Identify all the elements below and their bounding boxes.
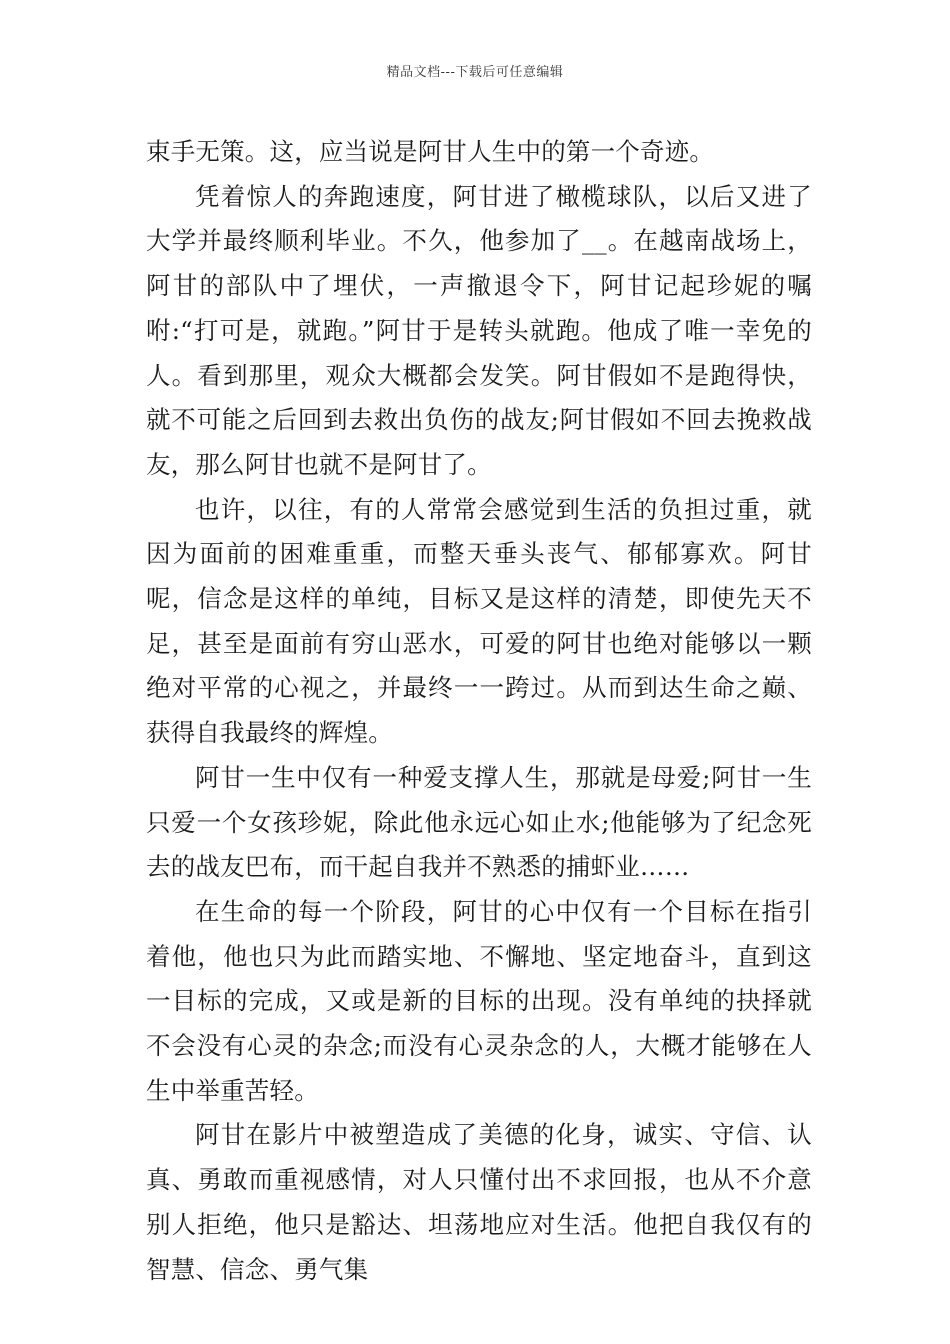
paragraph-2: 凭着惊人的奔跑速度，阿甘进了橄榄球队，以后又进了大学并最终顺利毕业。不久，他参加了__。在越南战场上，阿甘的部队中了埋伏，一声撤退令下，阿甘记起珍妮的嘱咐:“打可是，就跑。”阿甘于是转头就跑。他成了唯一幸免的人。看到那里，观众大概都会发笑。阿甘假如不是跑得快，就不可能之后回到去救出负伤的战友;阿甘假如不回去挽救战友，那么阿甘也就不是阿甘了。	[146, 181, 812, 479]
document-body	[146, 130, 812, 1292]
paragraph-6: 阿甘在影片中被塑造成了美德的化身，诚实、守信、认真、勇敢而重视感情，对人只懂付出不求回报，也从不介意别人拒绝，他只是豁达、坦荡地应对生活。他把自我仅有的智慧、信念、勇气集	[146, 1120, 812, 1284]
page-header: 精品文档---下载后可任意编辑	[386, 65, 564, 80]
paragraph-4: 阿甘一生中仅有一种爱支撑人生，那就是母爱;阿甘一生只爱一个女孩珍妮，除此他永远心如止水;他能够为了纪念死去的战友巴布，而干起自我并不熟悉的捕虾业……	[146, 762, 812, 882]
paragraph-1: 束手无策。这，应当说是阿甘人生中的第一个奇迹。	[146, 137, 715, 166]
paragraph-5: 在生命的每一个阶段，阿甘的心中仅有一个目标在指引着他，他也只为此而踏实地、不懈地、坚定地奋斗，直到这一目标的完成，又或是新的目标的出现。没有单纯的抉择就不会没有心灵的杂念;而没有心灵杂念的人，大概才能够在人生中举重苦轻。	[146, 896, 812, 1105]
paragraph-3: 也许，以往，有的人常常会感觉到生活的负担过重，就因为面前的困难重重，而整天垂头丧气、郁郁寡欢。阿甘呢，信念是这样的单纯，目标又是这样的清楚，即使先天不足，甚至是面前有穷山恶水，可爱的阿甘也绝对能够以一颗绝对平常的心视之，并最终一一跨过。从而到达生命之巅、获得自我最终的辉煌。	[146, 494, 812, 748]
